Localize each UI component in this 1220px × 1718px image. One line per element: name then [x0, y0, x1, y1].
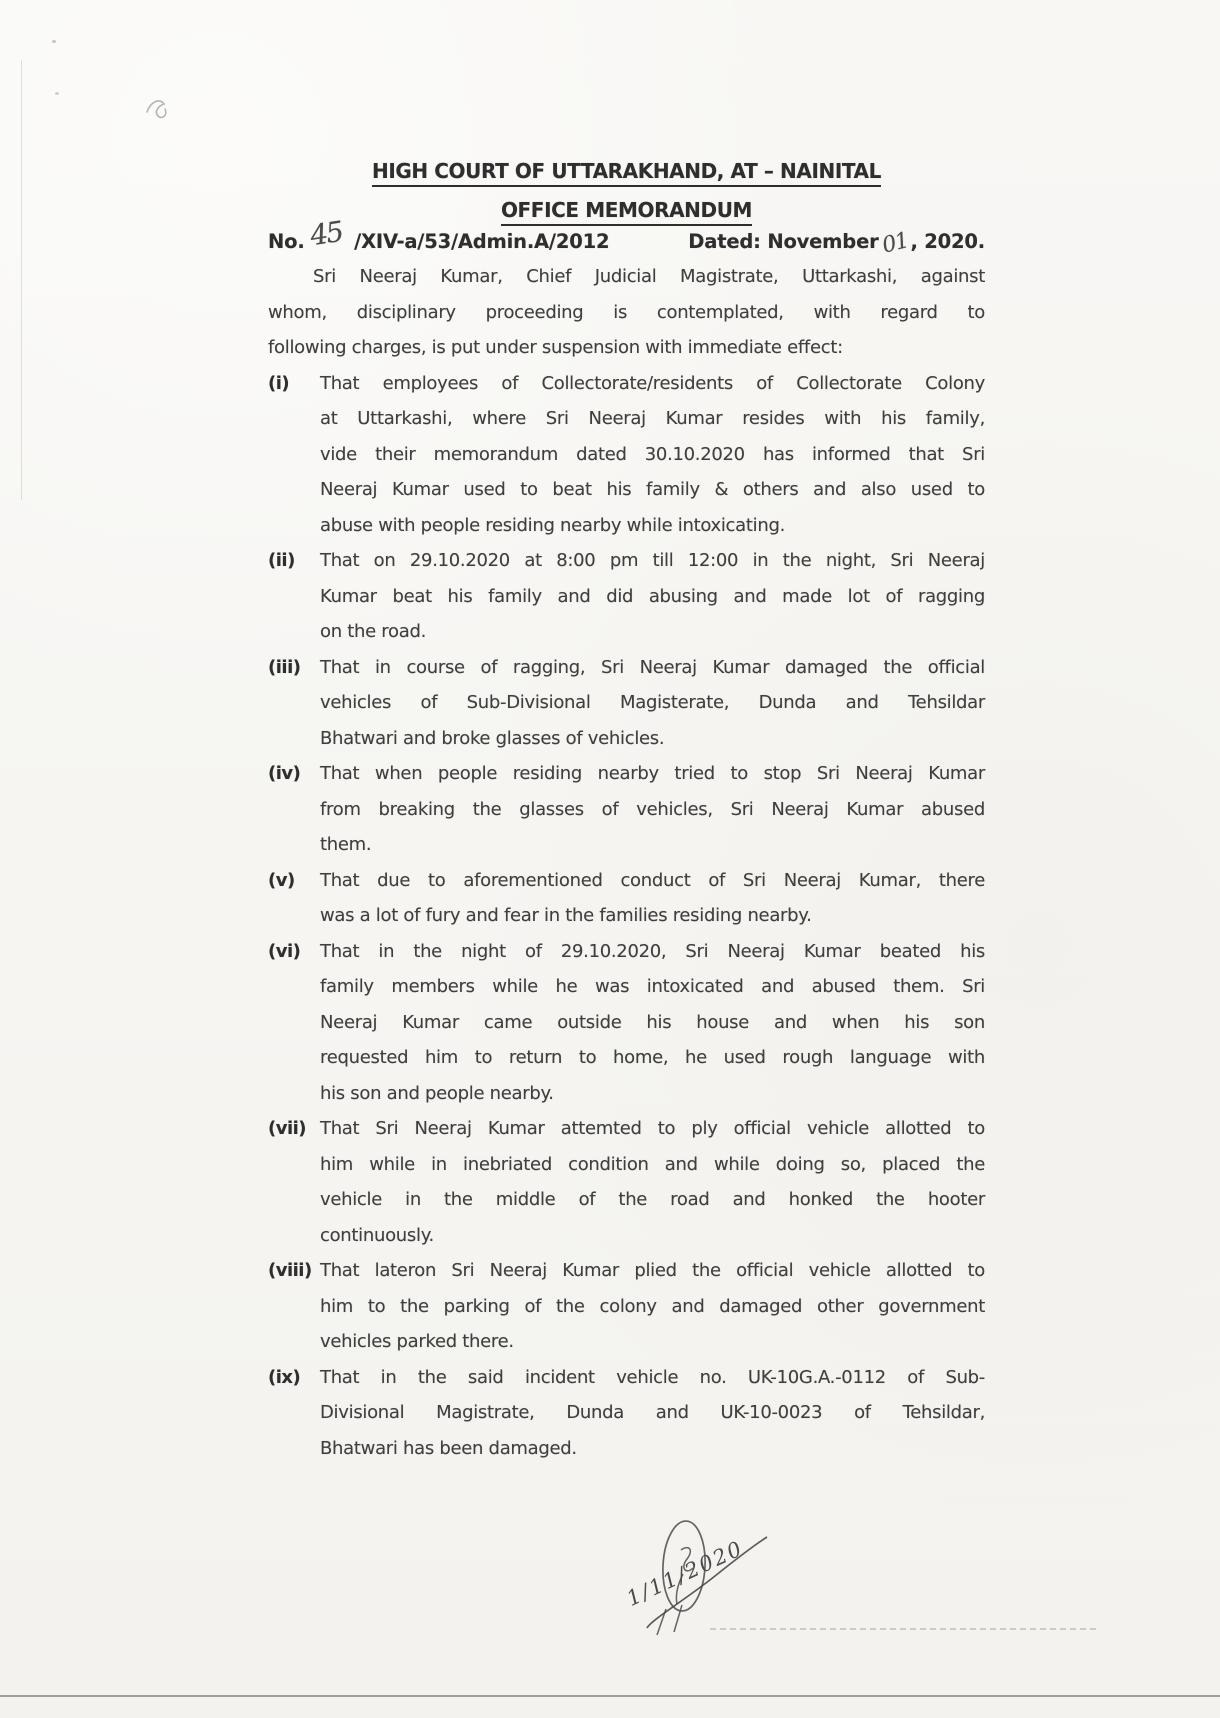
charge-label: (i)	[268, 372, 290, 394]
charge-label: (ii)	[268, 550, 295, 571]
scan-bottom-edge	[0, 1695, 1220, 1697]
charge-line: family members while he was intoxicated and abused them. Sri	[320, 976, 985, 997]
charge-line: vehicles of Sub-Divisional Magisterate, Dunda and Tehsildar	[320, 692, 985, 713]
charge-line: his son and people nearby.	[320, 1082, 554, 1104]
charge-line: That lateron Sri Neeraj Kumar plied the official vehicle allotted to	[320, 1260, 985, 1281]
ref-file-number: /XIV-a/53/Admin.A/2012	[354, 230, 610, 253]
charge-label: (ix)	[268, 1366, 301, 1388]
charge-line: continuously.	[320, 1224, 434, 1246]
charge-line: That due to aforementioned conduct of Sri Neeraj Kumar, there	[320, 869, 985, 891]
memo-body	[268, 259, 985, 1466]
charge-line: That in course of ragging, Sri Neeraj Kumar damaged the official	[320, 656, 985, 678]
charge-line: at Uttarkashi, where Sri Neeraj Kumar resides with his family,	[320, 408, 985, 429]
intro-line: following charges, is put under suspension with immediate effect:	[268, 337, 843, 358]
ref-day-handwritten: 01	[879, 228, 911, 259]
scan-crease	[21, 60, 22, 500]
charge-line: Neeraj Kumar used to beat his family & others and also used to	[320, 479, 985, 500]
charge-line: That in the said incident vehicle no. UK-10G.A.-0112 of Sub-	[320, 1366, 985, 1388]
charge-item-ii	[268, 543, 985, 650]
charge-item-iv	[268, 756, 985, 863]
charge-line: vehicles parked there.	[320, 1331, 514, 1352]
ref-year-suffix: , 2020.	[910, 230, 985, 253]
charge-item-v	[268, 863, 985, 934]
charge-item-iii	[268, 650, 985, 757]
charge-line: That Sri Neeraj Kumar attemted to ply official vehicle allotted to	[320, 1118, 985, 1139]
charge-line: Kumar beat his family and did abusing and made lot of ragging	[320, 585, 985, 607]
charge-line: Bhatwari has been damaged.	[320, 1437, 577, 1459]
reference-line	[268, 214, 985, 259]
charge-item-vii	[268, 1111, 985, 1253]
charge-line: That employees of Collectorate/residents of Collectorate Colony	[320, 372, 985, 394]
charge-label: (v)	[268, 869, 295, 891]
charge-line: from breaking the glasses of vehicles, Sri Neeraj Kumar abused	[320, 798, 985, 820]
charge-line: vide their memorandum dated 30.10.2020 has informed that Sri	[320, 443, 985, 465]
scan-speck	[52, 40, 56, 43]
court-title-row	[268, 158, 985, 187]
charge-label: (vi)	[268, 940, 301, 962]
charge-item-vi	[268, 934, 985, 1112]
charge-label: (iv)	[268, 763, 301, 784]
ref-dated-label: Dated: November	[688, 230, 879, 253]
charge-line: That on 29.10.2020 at 8:00 pm till 12:00 in the night, Sri Neeraj	[320, 550, 985, 571]
charge-item-ix	[268, 1360, 985, 1467]
ref-no-label: No.	[268, 230, 305, 253]
charge-line: them.	[320, 834, 372, 855]
charge-line: was a lot of fury and fear in the families residing nearby.	[320, 905, 812, 926]
charge-line: abuse with people residing nearby while intoxicating.	[320, 514, 785, 536]
signature-date-handwritten: 1/11/2020	[622, 1536, 747, 1611]
charge-line: Divisional Magistrate, Dunda and UK-10-0023 of Tehsildar,	[320, 1402, 985, 1423]
charge-item-viii	[268, 1253, 985, 1360]
ref-no-handwritten: 45	[307, 214, 344, 253]
intro-line: whom, disciplinary proceeding is contemplated, with regard to	[268, 301, 985, 323]
charge-label: (iii)	[268, 656, 301, 678]
memo-title: OFFICE MEMORANDUM	[501, 197, 752, 226]
charge-line: him to the parking of the colony and damaged other government	[320, 1295, 985, 1317]
scan-speck	[55, 92, 59, 95]
charge-line: That in the night of 29.10.2020, Sri Neeraj Kumar beated his	[320, 940, 985, 962]
charge-label: (viii)	[268, 1260, 312, 1281]
charge-label: (vii)	[268, 1118, 307, 1139]
charge-line: vehicle in the middle of the road and honked the hooter	[320, 1189, 985, 1210]
charge-line: Bhatwari and broke glasses of vehicles.	[320, 727, 665, 749]
charge-item-i	[268, 366, 985, 544]
faint-dashed-line	[710, 1628, 1096, 1630]
charge-line: on the road.	[320, 621, 426, 642]
paper-crinkle-mark	[143, 96, 171, 122]
memo-title-row	[268, 197, 985, 226]
charge-line: requested him to return to home, he used rough language with	[320, 1047, 985, 1068]
charge-line: him while in inebriated condition and while doing so, placed the	[320, 1153, 985, 1175]
charge-line: Neeraj Kumar came outside his house and when his son	[320, 1011, 985, 1033]
court-title: HIGH COURT OF UTTARAKHAND, AT – NAINITAL	[372, 158, 881, 187]
intro-line: Sri Neeraj Kumar, Chief Judicial Magistrate, Uttarkashi, against	[313, 266, 985, 287]
charge-line: That when people residing nearby tried to stop Sri Neeraj Kumar	[320, 763, 985, 784]
